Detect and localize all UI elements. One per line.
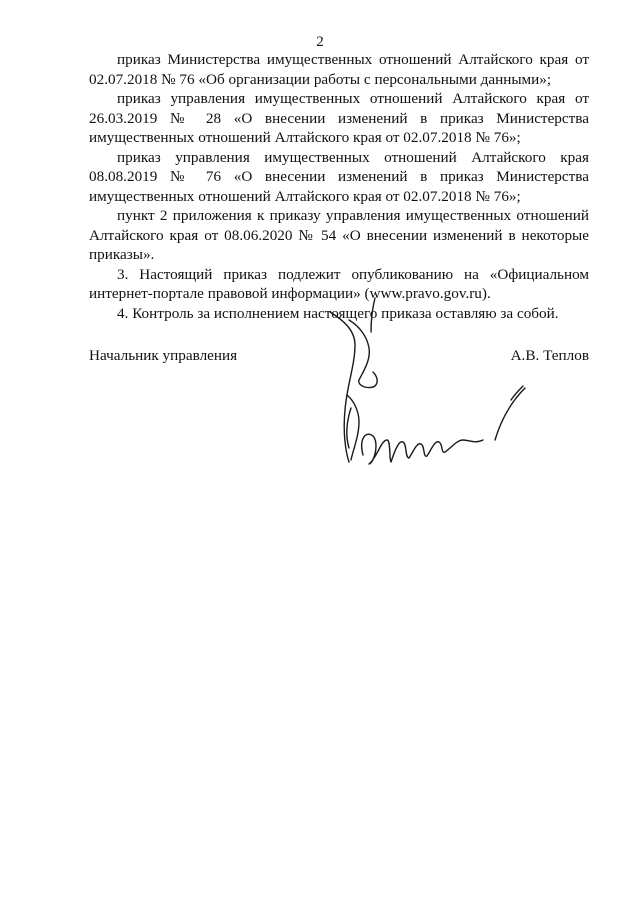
paragraph-order-28-2019: приказ управления имущественных отношений Алтайского края от 26.03.2019 № 28 «О внесении изменений в приказ Министерства имущественных отношений Алтайского края от 02.07.2018 № 76»; — [89, 90, 589, 146]
handwritten-signature — [325, 290, 535, 480]
paragraph-publication: 3. Настоящий приказ подлежит опубликованию на «Официальном интернет-портале правовой информации» (www.pravo.gov.ru). — [89, 265, 589, 302]
paragraph-control: 4. Контроль за исполнением настоящего приказа оставляю за собой. — [117, 304, 559, 322]
paragraph-order-76-2019: приказ управления имущественных отношений Алтайского края 08.08.2019 № 76 «О внесении изменений в приказ Министерства имущественных отношений Алтайского края от 02.07.2018 № 76»; — [89, 148, 589, 205]
page-number: 2 — [316, 34, 324, 50]
paragraph-order-54-2020: пункт 2 приложения к приказу управления имущественных отношений Алтайского края от 08.06.2020 № 54 «О внесении изменений в некоторые приказы». — [89, 207, 589, 263]
document-body — [89, 50, 589, 323]
signatory-name: А.В. Теплов — [510, 347, 589, 364]
signatory-position: Начальник управления — [89, 347, 238, 364]
paragraph-order-76-2018: приказ Министерства имущественных отношений Алтайского края от 02.07.2018 № 76 «Об организации работы с персональными данными»; — [89, 51, 589, 88]
